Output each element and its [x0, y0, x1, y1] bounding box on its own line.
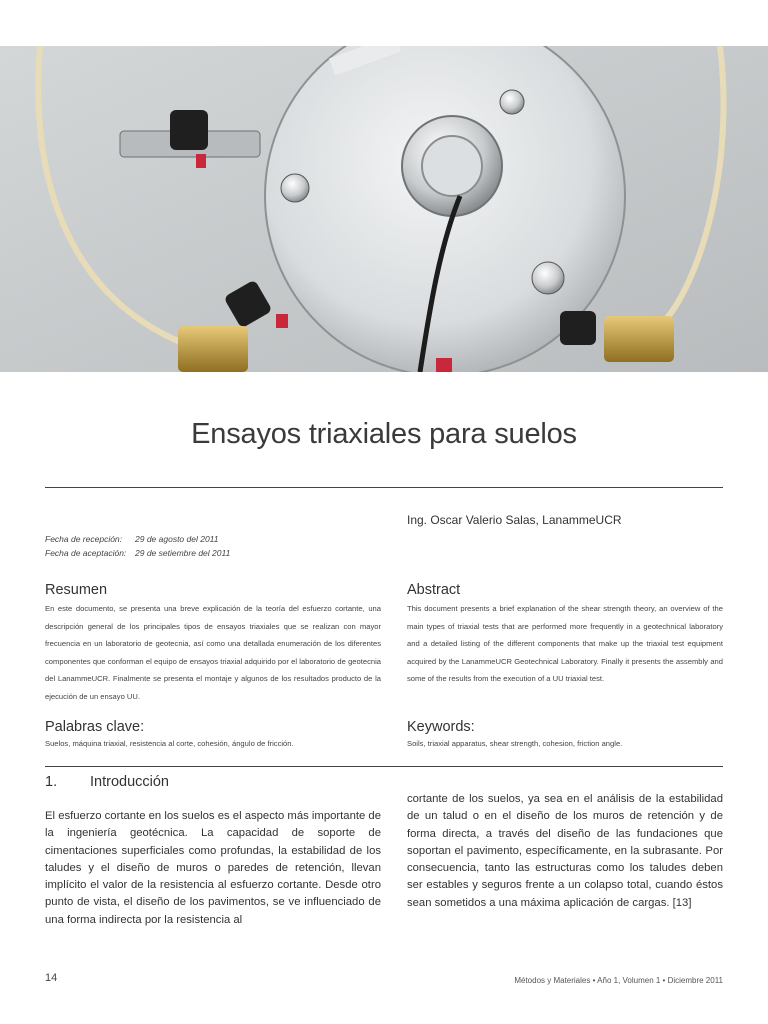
abstract-text: This document presents a brief explanation of the shear strength theory, an overview of the main types of triaxial tests that are performed more frequently in a geotechnical laboratory and a detailed listing of the different components that make up the triaxial test equipment acquired by the LanammeUCR Geotechnical Laboratory. Finally it presents the assembly and some of the results from the execution of a UU triaxial test. [407, 604, 723, 684]
triaxial-cell-illustration [0, 46, 768, 372]
palabras-clave-heading: Palabras clave: [45, 719, 145, 735]
intro-text-left: El esfuerzo cortante en los suelos es el aspecto más importante de la ingeniería geotécnica. La capacidad de soporte de cimentaciones superficiales como profundas, la estabilidad de los taludes y el diseño de muros o paredes de retención, llevan implícito el valor de la resistencia al esfuerzo cortante. Desde otro punto de vista, el diseño de los pavimentos, se ve influenciado de una forma indirecta por la resistencia al [45, 810, 381, 926]
date-received: Fecha de recepción: 29 de agosto del 2011 [45, 534, 219, 544]
keywords-heading: Keywords: [407, 719, 475, 735]
resumen-section [45, 582, 381, 706]
author-line: Ing. Oscar Valerio Salas, LanammeUCR [407, 513, 622, 527]
page-number: 14 [45, 972, 58, 984]
title-divider [45, 487, 723, 488]
resumen-heading: Resumen [45, 582, 108, 598]
date-accepted: Fecha de aceptación: 29 de setiembre del 2011 [45, 548, 231, 558]
intro-text-right: cortante de los suelos, ya sea en el análisis de la estabilidad de un talud o en el diseño de los muros de retención y de forma directa, a través del diseño de las fundaciones que soportan el pavimento, específicamente, en la subrasante. Por consecuencia, tanto las estructuras como los taludes deben ser estables y seguros frente a un colapso total, cuando éstos sean sometidos a una máxima aplicación de cargas. [13] [407, 793, 723, 909]
journal-footer: Métodos y Materiales • Año 1, Volumen 1 • Diciembre 2011 [514, 976, 723, 985]
resumen-text: En este documento, se presenta una breve explicación de la teoría del esfuerzo cortante, una descripción general de los principales tipos de ensayos triaxiales que se realizan con mayor frecuencia en un laboratorio de geotecnia, así como una detallada enumeración de los diferentes componentes que conforman el equipo de ensayos triaxial adquirido por el laboratorio de geotecnia del LanammeUCR. Finalmente se presenta el montaje y algunos de los resultados producto de la ejecución de un ensayo UU. [45, 604, 381, 701]
keywords-text: Soils, triaxial apparatus, shear strength, cohesion, friction angle. [407, 739, 623, 748]
abstract-section [407, 582, 723, 688]
submission-dates [45, 532, 230, 560]
keywords-en-section [407, 719, 723, 753]
hero-photo [0, 46, 768, 372]
article-title: Ensayos triaxiales para suelos [191, 418, 577, 450]
abstract-heading: Abstract [407, 582, 461, 598]
section-divider [45, 766, 723, 767]
section-number: 1. [45, 774, 58, 790]
palabras-clave-text: Suelos, máquina triaxial, resistencia al corte, cohesión, ángulo de fricción. [45, 739, 294, 748]
section-title: Introducción [90, 774, 169, 790]
keywords-es-section [45, 719, 381, 753]
